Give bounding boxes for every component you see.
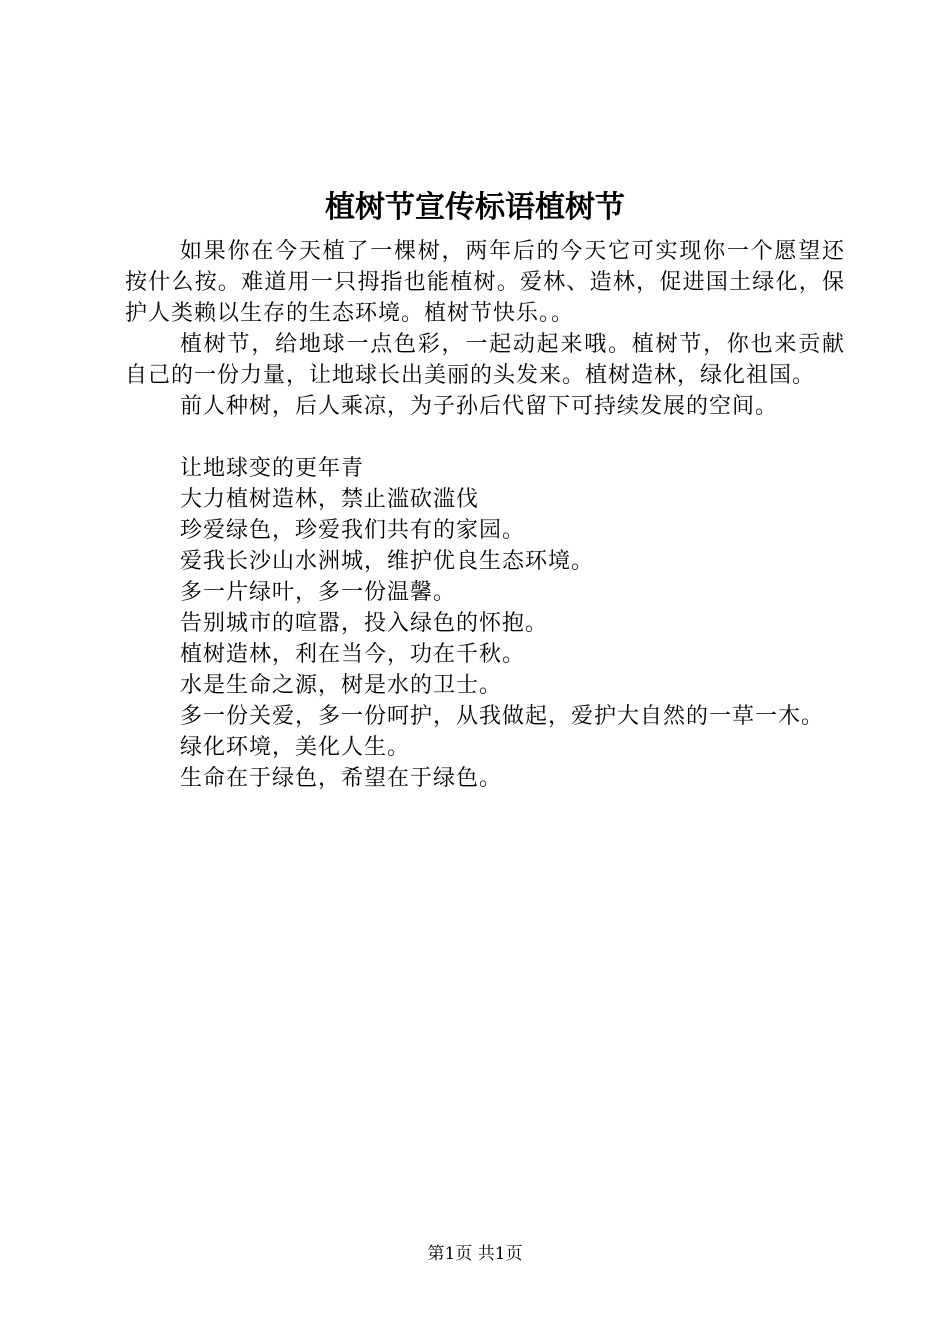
slogan-line: 多一片绿叶，多一份温馨。	[180, 580, 457, 605]
paragraph: 植树节，给地球一点色彩，一起动起来哦。植树节，你也来贡献自己的一份力量，让地球长出美丽的头发来。植树造林，绿化祖国。	[125, 332, 845, 388]
slogan-line: 大力植树造林，禁止滥砍滥伐	[180, 487, 480, 512]
paragraph: 前人种树，后人乘凉，为子孙后代留下可持续发展的空间。	[180, 394, 779, 419]
slogan-line: 多一份关爱，多一份呵护，从我做起，爱护大自然的一草一木。	[180, 704, 825, 729]
slogan-line: 水是生命之源，树是水的卫士。	[180, 673, 503, 698]
paragraph: 如果你在今天植了一棵树，两年后的今天它可实现你一个愿望还按什么按。难道用一只拇指也能植树。爱林、造林，促进国土绿化，保护人类赖以生存的生态环境。植树节快乐。。	[125, 239, 845, 326]
blank-line	[125, 422, 845, 453]
slogan-line: 珍爱绿色，珍爱我们共有的家园。	[180, 518, 526, 543]
slogan-line: 爱我长沙山水洲城，维护优良生态环境。	[180, 549, 595, 574]
page-footer: 第1页 共1页	[427, 1244, 523, 1264]
document-body	[125, 236, 845, 794]
slogan-line: 植树造林，利在当今，功在千秋。	[180, 642, 526, 667]
slogan-line: 生命在于绿色，希望在于绿色。	[180, 766, 503, 791]
slogan-line: 让地球变的更年青	[180, 456, 365, 481]
slogan-line: 绿化环境，美化人生。	[180, 735, 411, 760]
document-title: 植树节宣传标语植树节	[325, 190, 625, 225]
slogan-line: 告别城市的喧嚣，投入绿色的怀抱。	[180, 611, 549, 636]
